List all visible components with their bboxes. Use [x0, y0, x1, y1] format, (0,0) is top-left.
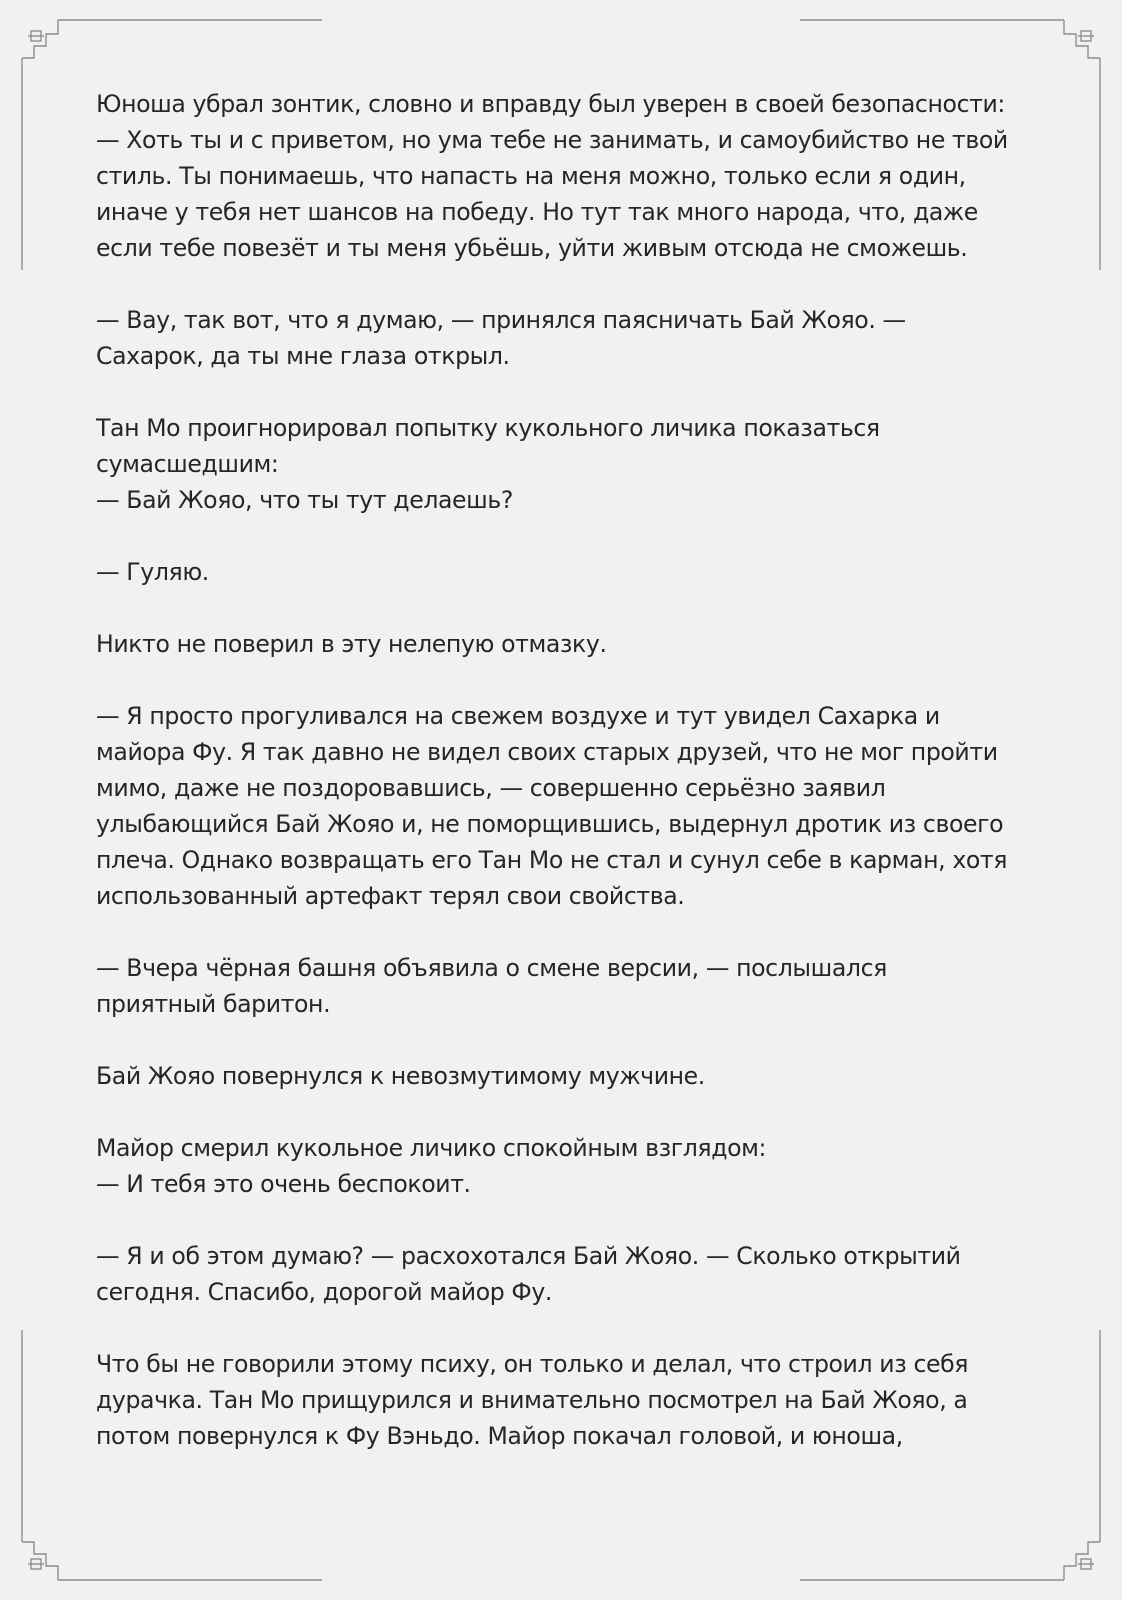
text-line: сумасшедшим: — [96, 450, 279, 478]
paragraph — [96, 1130, 1036, 1202]
text-line: Тан Мо проигнорировал попытку кукольного личика показаться — [96, 414, 880, 442]
text-line: — Я просто прогуливался на свежем воздухе и тут увидел Сахарка и — [96, 702, 940, 730]
text-line: Юноша убрал зонтик, словно и вправду был уверен в своей безопасности: — [96, 90, 1005, 118]
text-line: Сахарок, да ты мне глаза открыл. — [96, 342, 510, 370]
text-line: потом повернулся к Фу Вэньдо. Майор покачал головой, и юноша, — [96, 1422, 903, 1450]
text-line: — И тебя это очень беспокоит. — [96, 1170, 471, 1198]
paragraph — [96, 86, 1036, 266]
text-line: — Вау, так вот, что я думаю, — принялся паясничать Бай Жояо. — — [96, 306, 906, 334]
paragraph — [96, 302, 1036, 374]
text-line: — Хоть ты и с приветом, но ума тебе не занимать, и самоубийство не твой — [96, 126, 1008, 154]
paragraph — [96, 698, 1036, 914]
paragraph — [96, 410, 1036, 518]
text-line: Что бы не говорили этому психу, он только и делал, что строил из себя — [96, 1350, 969, 1378]
text-line: — Вчера чёрная башня объявила о смене версии, — послышался — [96, 954, 887, 982]
text-line: улыбающийся Бай Жояо и, не поморщившись, выдернул дротик из своего — [96, 810, 1004, 838]
text-line: плеча. Однако возвращать его Тан Мо не стал и сунул себе в карман, хотя — [96, 846, 1008, 874]
text-line: использованный артефакт терял свои свойства. — [96, 882, 685, 910]
text-line: — Гуляю. — [96, 558, 209, 586]
text-line: сегодня. Спасибо, дорогой майор Фу. — [96, 1278, 552, 1306]
paragraph — [96, 1346, 1036, 1454]
text-line: Майор смерил кукольное личико спокойным взглядом: — [96, 1134, 767, 1162]
text-line: Бай Жояо повернулся к невозмутимому мужчине. — [96, 1062, 705, 1090]
text-line: стиль. Ты понимаешь, что напасть на меня можно, только если я один, — [96, 162, 966, 190]
text-line: приятный баритон. — [96, 990, 331, 1018]
text-line: иначе у тебя нет шансов на победу. Но тут так много народа, что, даже — [96, 198, 978, 226]
text-line: мимо, даже не поздоровавшись, — совершенно серьёзно заявил — [96, 774, 886, 802]
text-line: дурачка. Тан Мо прищурился и внимательно посмотрел на Бай Жояо, а — [96, 1386, 968, 1414]
paragraph — [96, 950, 1036, 1022]
text-line: — Бай Жояо, что ты тут делаешь? — [96, 486, 513, 514]
paragraph — [96, 1238, 1036, 1310]
paragraph — [96, 554, 1036, 590]
page-text — [96, 86, 1036, 1490]
paragraph — [96, 1058, 1036, 1094]
text-line: если тебе повезёт и ты меня убьёшь, уйти живым отсюда не сможешь. — [96, 234, 968, 262]
paragraph — [96, 626, 1036, 662]
text-line: — Я и об этом думаю? — расхохотался Бай Жояо. — Сколько открытий — [96, 1242, 961, 1270]
text-line: майора Фу. Я так давно не видел своих старых друзей, что не мог пройти — [96, 738, 998, 766]
text-line: Никто не поверил в эту нелепую отмазку. — [96, 630, 607, 658]
